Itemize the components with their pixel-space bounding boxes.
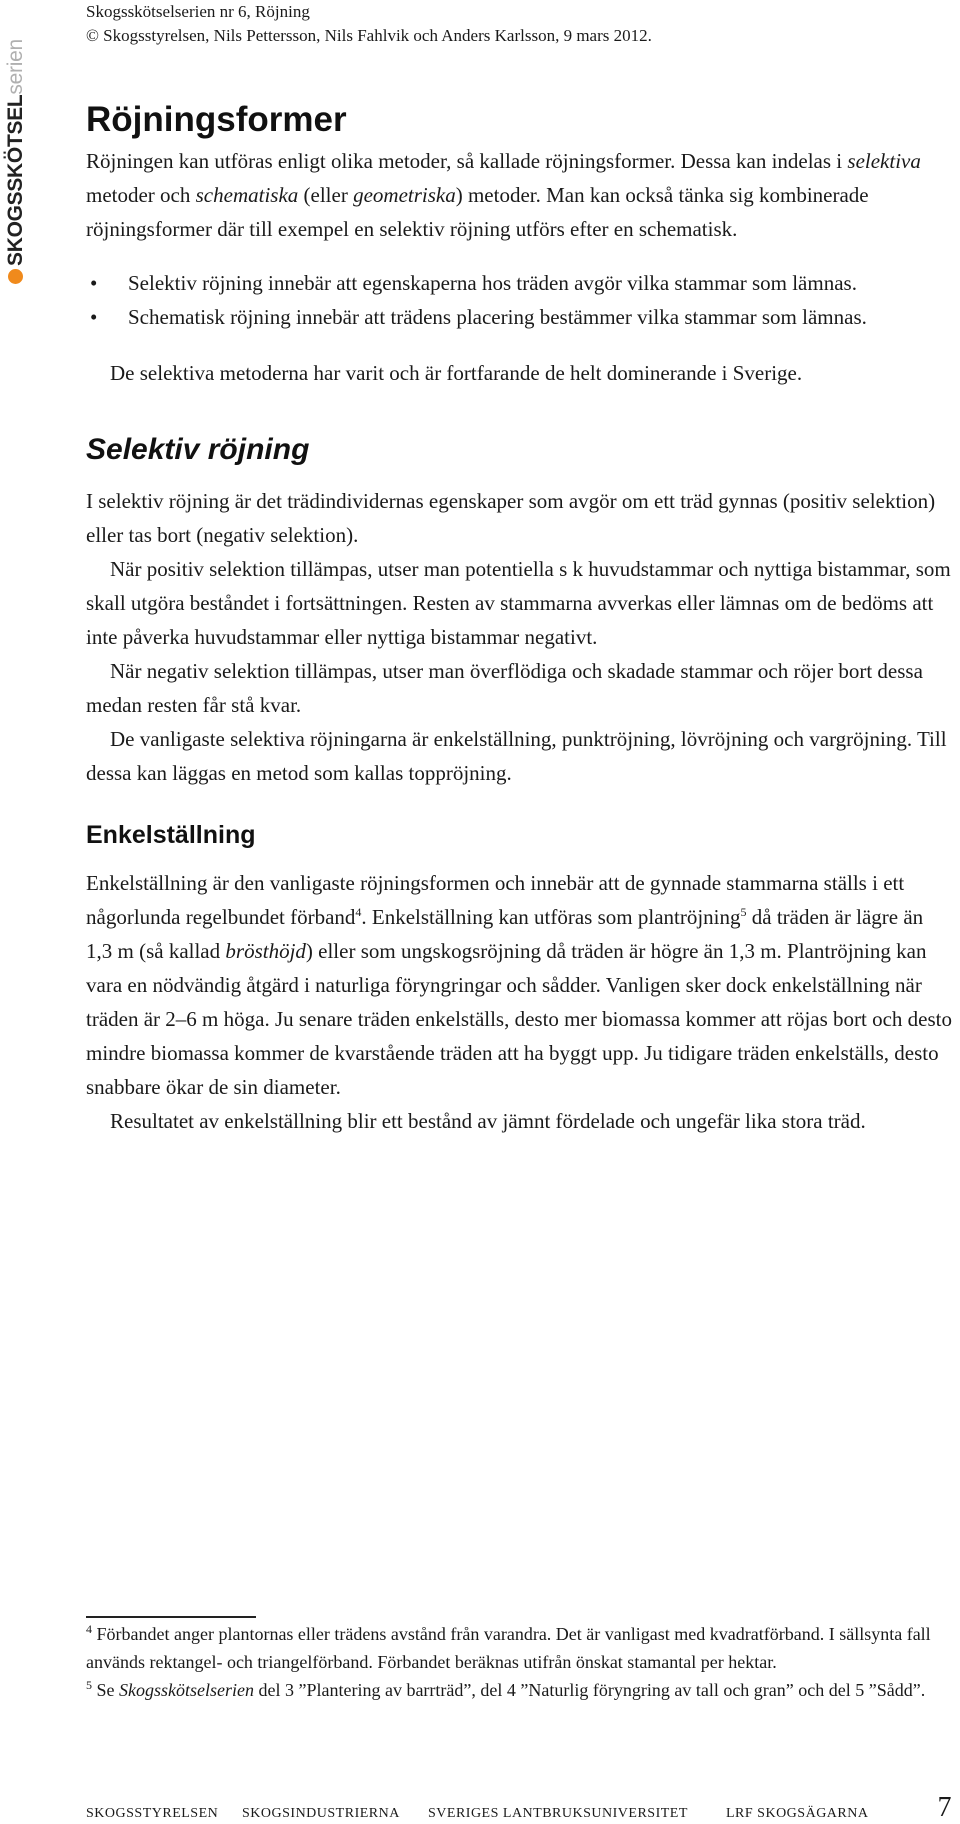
- paragraph: Enkelställning är den vanligaste röjningsformen och innebär att de gynnade stammarna ställs i ett någorlunda regelbundet förband$^4$. Enkelställning kan utföras som plantröjning$^5$ då träden är lägre än 1,3 m (så kallad brösthöjd) eller som ungskogsröjning då träden är högre än 1,3 m. Plantröjning kan vara en nödvändig åtgärd i naturliga föryngringar och sådder. Vanligen sker dock enkelställning när träden är 2–6 m höga. Ju senare träden enkelställs, desto mer biomassa kommer att röjas bort och desto mindre biomassa kommer de kvarstående träden att ha byggt upp. Ju tidigare träden enkelställs, desto snabbare ökar de sin diameter.: [86, 871, 953, 1099]
- page-footer: [86, 1792, 952, 1824]
- paragraph: Resultatet av enkelställning blir ett bestånd av jämnt fördelade och ungefär lika stora träd.: [110, 1109, 866, 1133]
- footer-org: SKOGSSTYRELSEN: [86, 1806, 219, 1821]
- intro-paragraph: Röjningen kan utföras enligt olika metoder, så kallade röjningsformer. Dessa kan indelas i selektiva metoder och schematiska (eller geometriska) metoder. Man kan också tänka sig kombinerade röjningsformer där till exempel en selektiv röjning utförs efter en schematisk.: [86, 149, 921, 241]
- section-title-selektiv: Selektiv röjning: [86, 433, 310, 466]
- list-item: • Selektiv röjning innebär att egenskaperna hos träden avgör vilka stammar som lämnas.: [86, 266, 952, 300]
- footnote-divider: [86, 1616, 256, 1618]
- paragraph: När negativ selektion tillämpas, utser man överflödiga och skadade stammar och röjer bort dessa medan resten får stå kvar.: [86, 659, 923, 717]
- paragraph: De vanligaste selektiva röjningarna är enkelställning, punktröjning, lövröjning och vargröjning. Till dessa kan läggas en metod som kallas toppröjning.: [86, 727, 947, 785]
- list-item: • Schematisk röjning innebär att trädens placering bestämmer vilka stammar som lämnas.: [86, 300, 952, 334]
- running-header: [86, 0, 652, 48]
- footer-org: SKOGSINDUSTRIERNA: [242, 1806, 400, 1821]
- footnotes: [86, 1620, 952, 1704]
- section-title-rojningsformer: Röjningsformer: [86, 100, 347, 139]
- bullet-icon: •: [90, 305, 98, 329]
- series-brand-vertical: [0, 39, 30, 284]
- orange-dot-icon: [8, 269, 23, 284]
- footnote-4: $^4$ Förbandet anger plantornas eller trädens avstånd från varandra. Det är vanligast med kvadratförband. I sällsynta fall används rektangel- och triangelförband. Förbandet beräknas utifrån önskat stamantal per hektar.: [86, 1622, 931, 1672]
- subsection-title-enkelstallning: Enkelställning: [86, 821, 256, 849]
- bullet-icon: •: [90, 271, 98, 295]
- footer-org: SVERIGES LANTBRUKSUNIVERSITET: [428, 1806, 688, 1821]
- brand-light: serien: [4, 39, 27, 95]
- footer-org: LRF SKOGSÄGARNA: [726, 1806, 869, 1821]
- page-number: 7: [937, 1792, 952, 1823]
- brand-bold: SKOGSSKÖTSEL: [4, 94, 27, 266]
- footnote-5: $^5$ Se Skogsskötselserien del 3 ”Plantering av barrträd”, del 4 ”Naturlig föryngring av tall och gran” och del 5 ”Sådd”.: [86, 1678, 926, 1700]
- paragraph: När positiv selektion tillämpas, utser man potentiella s k huvudstammar och nyttiga bistammar, som skall utgöra beståndet i fortsättningen. Resten av stammarna avverkas eller lämnas om de bedöms att inte påverka huvudstammar eller nyttiga bistammar negativt.: [86, 557, 951, 649]
- bullet-list: [86, 266, 952, 334]
- closing-paragraph: De selektiva metoderna har varit och är fortfarande de helt dominerande i Sverige.: [110, 361, 803, 385]
- series-title: Skogsskötselserien nr 6, Röjning: [86, 2, 310, 21]
- copyright-line: © Skogsstyrelsen, Nils Pettersson, Nils Fahlvik och Anders Karlsson, 9 mars 2012.: [86, 26, 652, 45]
- paragraph: I selektiv röjning är det trädindividernas egenskaper som avgör om ett träd gynnas (positiv selektion) eller tas bort (negativ selektion).: [86, 489, 936, 547]
- page-content: [86, 96, 952, 1138]
